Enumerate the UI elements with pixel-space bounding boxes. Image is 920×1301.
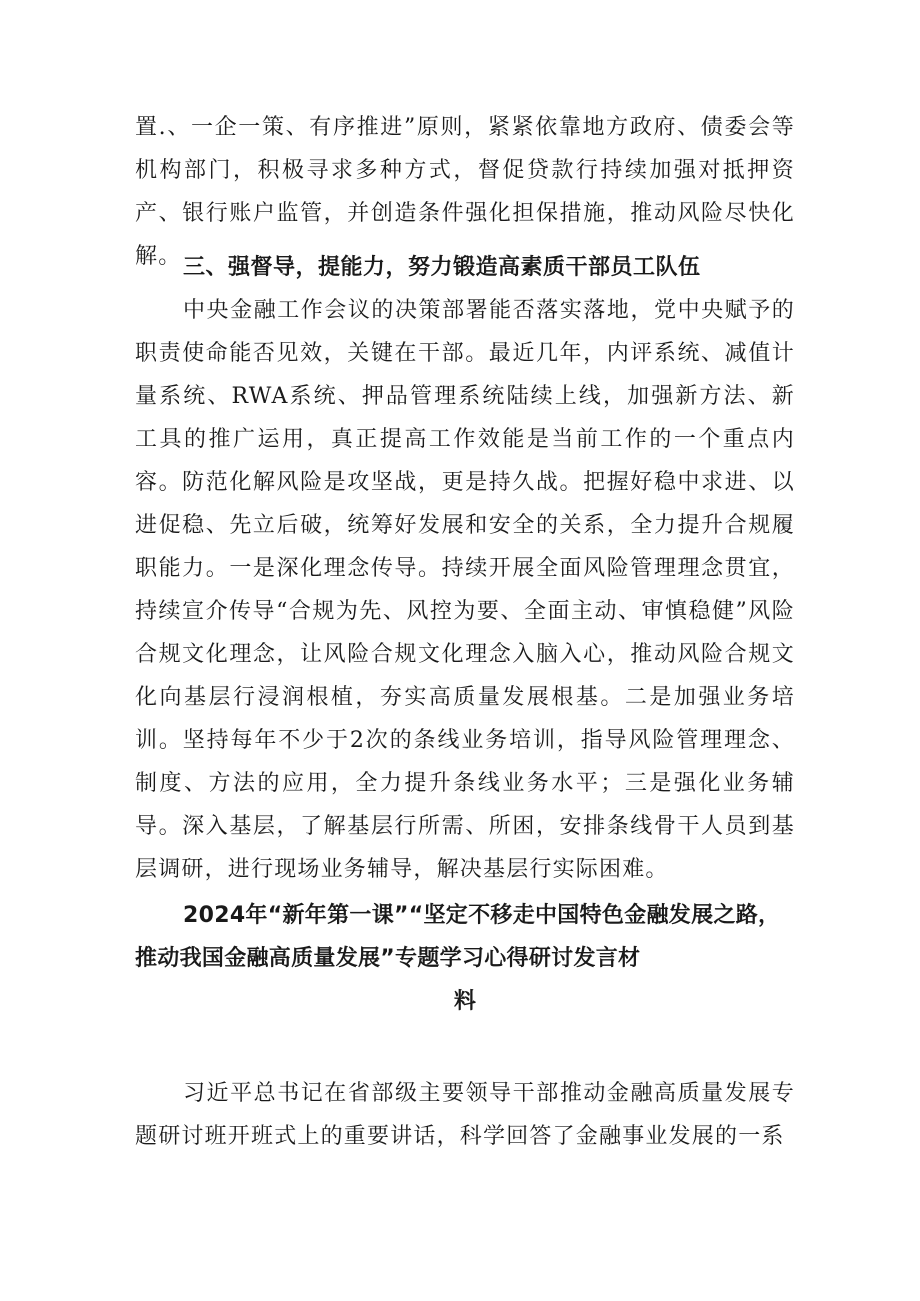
article-title-line-1: 2024年“新年第一课”“坚定不移走中国特色金融发展之路， [183, 903, 781, 928]
paragraph-opening-speech: 习近平总书记在省部级主要领导干部推动金融高质量发展专题研讨班开班式上的重要讲话，科学回答了金融事业发展的一系 [135, 1081, 795, 1149]
article-title [135, 894, 795, 1023]
paragraph-cadre-training: 中央金融工作会议的决策部署能否落实落地，党中央赋予的职责使命能否见效，关键在干部。最近几年，内评系统、减值计量系统、RWA系统、押品管理系统陆续上线，加强新方法、新工具的推广运用，真正提高工作效能是当前工作的一个重点内容。防范化解风险是攻坚战，更是持久战。把握好稳中求进、以进促稳、先立后破，统筹好发展和安全的关系，全力提升合规履职能力。一是深化理念传导。持续开展全面风险管理理念贯宜，持续宣介传导“合规为先、风控为要、全面主动、审慎稳健”风险合规文化理念，让风险合规文化理念入脑入心，推动风险合规文化向基层行浸润根植，夯实高质量发展根基。二是加强业务培训。坚持每年不少于2次的条线业务培训，指导风险管理理念、制度、方法的应用，全力提升条线业务水平；三是强化业务辅导。深入基层，了解基层行所需、所困，安排条线骨干人员到基层调研，进行现场业务辅导，解决基层行实际困难。 [135, 298, 795, 882]
section-heading-3: 三、强督导，提能力，努力锻造高素质干部员工队伍 [183, 255, 701, 280]
article-title-line-3: 料 [453, 989, 477, 1014]
paragraph-risk-resolution: 置.、一企一策、有序推进”原则，紧紧依靠地方政府、债委会等机构部门，积极寻求多种方式，督促贷款行持续加强对抵押资产、银行账户监管，并创造条件强化担保措施，推动风险尽快化解。 [135, 115, 795, 269]
article-title-line-2: 推动我国金融高质量发展”专题学习心得研讨发言材 [135, 946, 641, 971]
